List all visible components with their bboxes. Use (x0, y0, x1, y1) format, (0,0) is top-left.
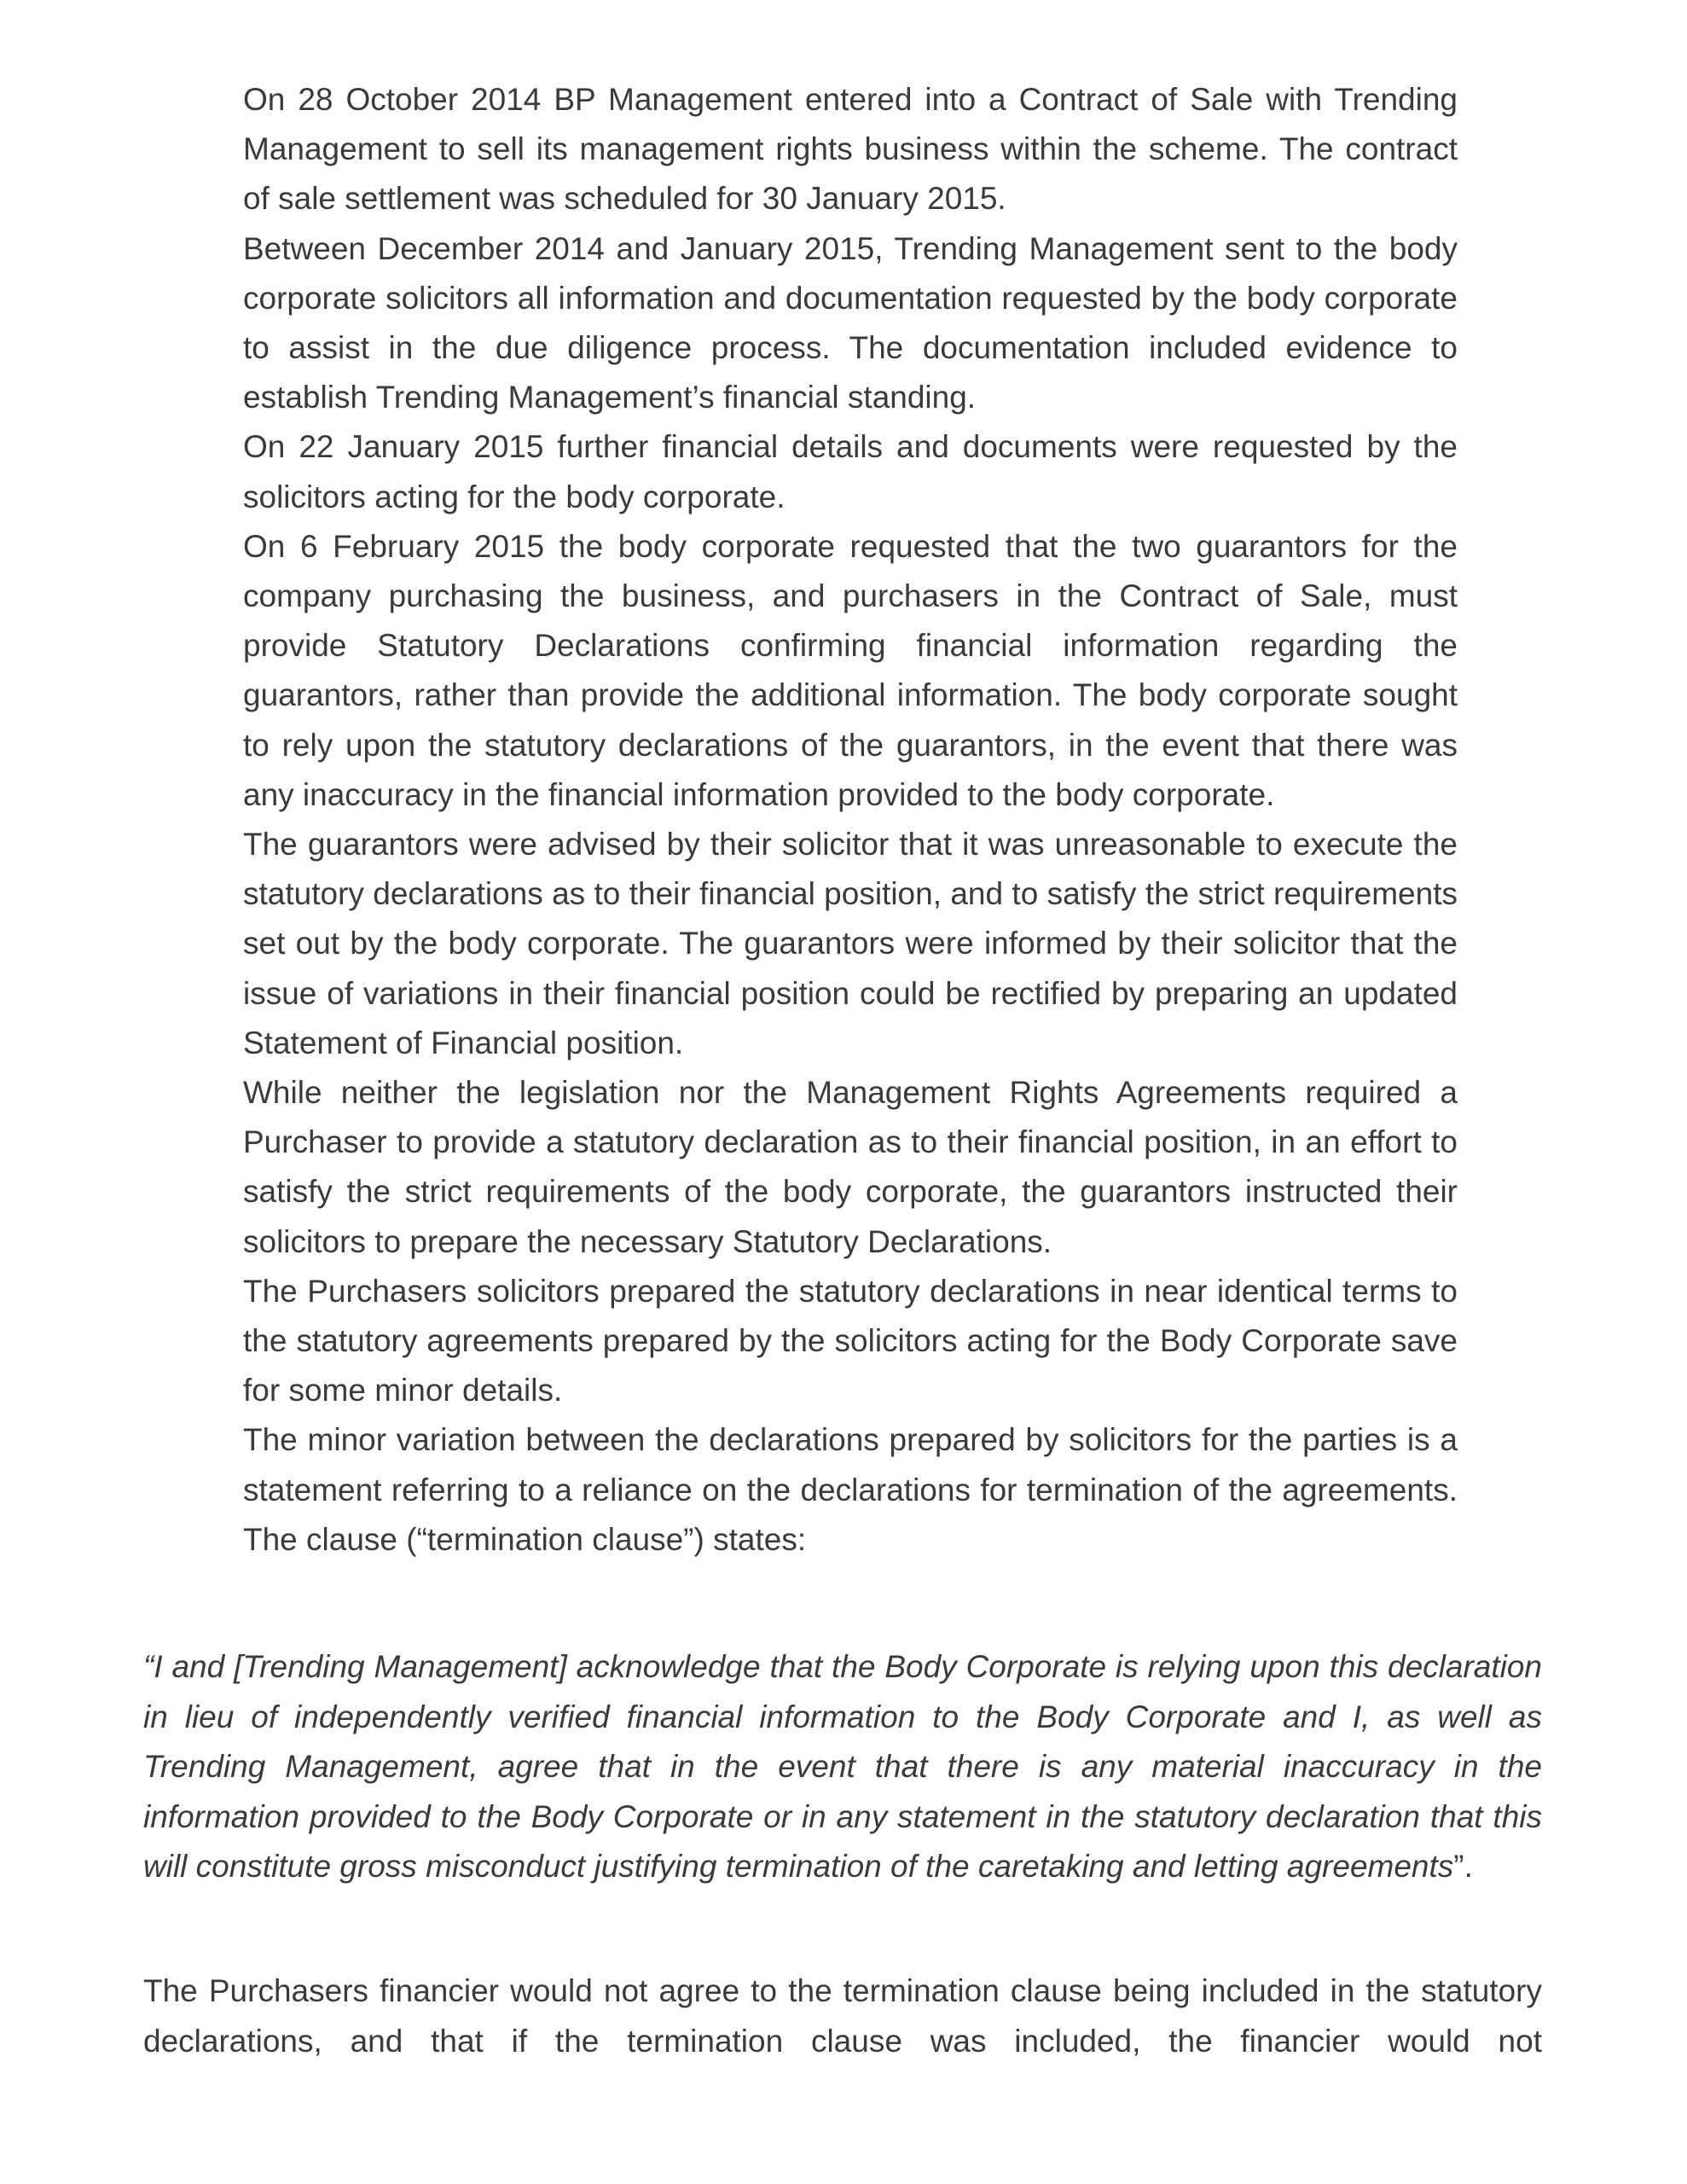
paragraph-purchasers-solicitors: The Purchasers solicitors prepared the statutory declarations in near identical terms to the statutory agreements prepared by the solicitors acting for the Body Corporate save for some minor details. (243, 1273, 1458, 1409)
paragraph-due-diligence: Between December 2014 and January 2015, Trending Management sent to the body corporate solicitors all information and documentation requested by the body corporate to assist in the due diligence process. The documentation included evidence to establish Trending Management’s financial standing. (243, 230, 1458, 415)
paragraph-contract-of-sale: On 28 October 2014 BP Management entered into a Contract of Sale with Trending Management to sell its management rights business within the scheme. The contract of sale settlement was scheduled for 30 January 2015. (243, 82, 1458, 217)
paragraph-statutory-declarations: While neither the legislation nor the Management Rights Agreements required a Purchaser to provide a statutory declaration as to their financial position, in an effort to satisfy the strict requirements of the body corporate, the guarantors instructed their solicitors to prepare the necessary Statutory Declarations. (243, 1075, 1458, 1259)
paragraph-financier: The Purchasers financier would not agree to the termination clause being included in the statutory declarations, and that if the termination clause was included, the financier would not (143, 1973, 1542, 2059)
indented-paragraphs (243, 75, 1458, 1565)
paragraph-guarantors-request: On 6 February 2015 the body corporate requested that the two guarantors for the company purchasing the business, and purchasers in the Contract of Sale, must provide Statutory Declarations confirming financial information regarding the guarantors, rather than provide the additional information. The body corporate sought to rely upon the statutory declarations of the guarantors, in the event that there was any inaccuracy in the financial information provided to the body corporate. (243, 528, 1458, 812)
quote-tail: ”. (1453, 1849, 1473, 1884)
paragraph-minor-variation: The minor variation between the declarations prepared by solicitors for the parties is a statement referring to a reliance on the declarations for termination of the agreements. The clause (“termination clause”) states: (243, 1422, 1458, 1557)
quote-text: “I and [Trending Management] acknowledge that the Body Corporate is relying upon this declaration in lieu of independently verified financial information to the Body Corporate and I, as well as Trending Management, agree that in the event that there is any material inaccuracy in the information provided to the Body Corporate or in any statement in the statutory declaration that this will constitute gross misconduct justifying termination of the caretaking and letting agreements (143, 1649, 1542, 1884)
paragraph-solicitor-advice: The guarantors were advised by their solicitor that it was unreasonable to execute the statutory declarations as to their financial position, and to satisfy the strict requirements set out by the body corporate. The guarantors were informed by their solicitor that the issue of variations in their financial position could be rectified by preparing an updated Statement of Financial position. (243, 827, 1458, 1060)
paragraph-further-details: On 22 January 2015 further financial details and documents were requested by the solicitors acting for the body corporate. (243, 429, 1458, 514)
termination-clause-quote (143, 1642, 1542, 1892)
